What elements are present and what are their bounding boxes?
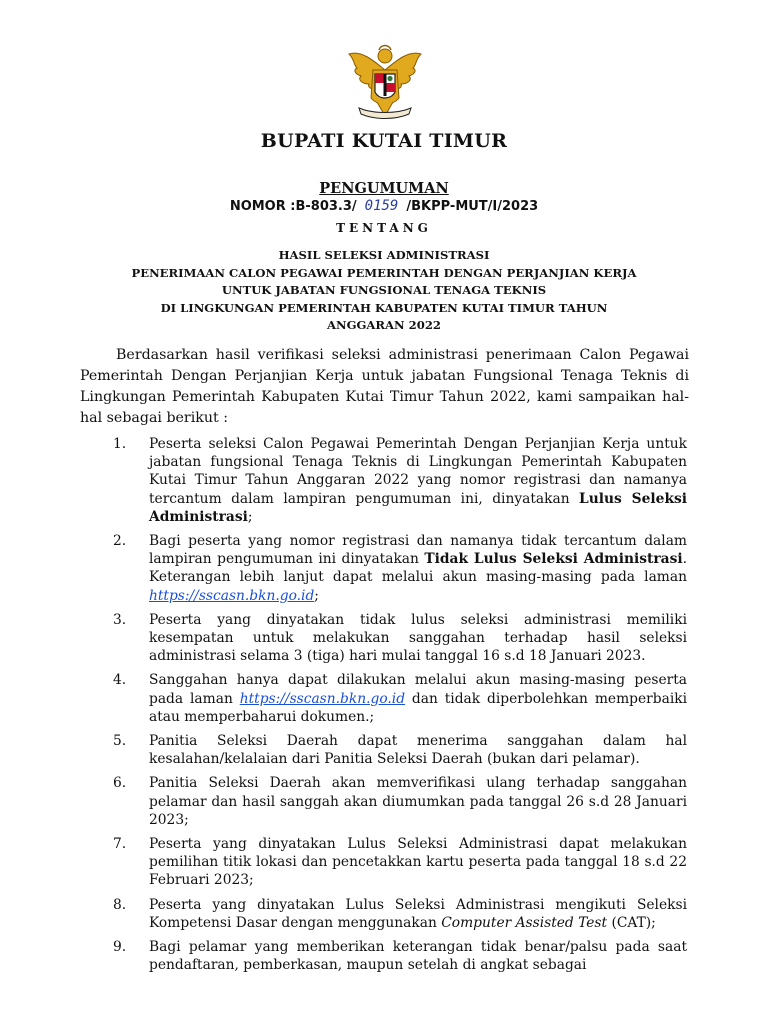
item-text: Sanggahan hanya dapat dilakukan melalui akun masing-masing peserta pada laman — [149, 672, 687, 707]
item-text: Peserta yang dinyatakan Lulus Seleksi Administrasi mengikuti Seleksi Kompetensi Dasar dengan menggunakan — [149, 896, 687, 931]
tentang-heading: TENTANG — [336, 221, 432, 235]
item-text: Bagi pelamar yang memberikan keterangan tidak benar/palsu pada saat pendaftaran, pemberkasan, maupun setelah di angkat sebagai — [149, 939, 687, 974]
item-number: 8. — [113, 896, 127, 913]
item-number: 4. — [113, 672, 127, 689]
item-italic: Computer Assisted Test — [441, 914, 608, 931]
item-text: ; — [247, 508, 253, 525]
item-text: Panitia Seleksi Daerah dapat menerima sanggahan dalam hal kesalahan/kelalaian dari Panitia Seleksi Daerah (bukan dari pelamar). — [149, 733, 687, 768]
item-number: 5. — [113, 733, 127, 750]
intro-paragraph: Berdasarkan hasil verifikasi seleksi administrasi penerimaan Calon Pegawai Pemerintah Dengan Perjanjian Kerja untuk jabatan Fungsional Tenaga Teknis di Lingkungan Pemerintah Kabupaten Kutai Timur Tahun 2022, kami sampaikan hal-hal sebagai berikut : — [80, 347, 689, 426]
sscasn-link[interactable]: https://sscasn.bkn.go.id — [239, 690, 406, 707]
item-emphasis: Lulus Seleksi Administrasi — [149, 490, 688, 525]
announcement-list — [113, 435, 687, 980]
nomor-handwritten: 0159 — [364, 198, 399, 214]
list-item — [113, 732, 687, 768]
item-text: (CAT); — [607, 914, 656, 931]
list-item — [113, 671, 687, 726]
list-item — [113, 896, 687, 932]
item-number: 7. — [113, 836, 127, 853]
list-item — [113, 611, 687, 666]
garuda-emblem-icon — [343, 40, 427, 122]
document-number — [0, 198, 768, 214]
item-emphasis: Tidak Lulus Seleksi Administrasi — [424, 551, 683, 568]
announcement-heading: PENGUMUMAN — [319, 180, 449, 197]
subject-line: ANGGARAN 2022 — [327, 318, 441, 332]
list-item — [113, 774, 687, 829]
item-number: 9. — [113, 939, 127, 956]
item-number: 2. — [113, 533, 127, 550]
subject-block — [0, 247, 768, 335]
sscasn-link[interactable]: https://sscasn.bkn.go.id — [149, 587, 315, 604]
item-number: 1. — [113, 436, 127, 452]
list-item — [113, 435, 687, 526]
subject-line: DI LINGKUNGAN PEMERINTAH KABUPATEN KUTAI TIMUR TAHUN — [160, 300, 608, 315]
subject-line: UNTUK JABATAN FUNGSIONAL TENAGA TEKNIS — [221, 283, 547, 297]
item-number: 3. — [113, 611, 127, 628]
list-item — [113, 938, 687, 974]
nomor-suffix: /BKPP-MUT/I/2023 — [406, 199, 539, 214]
subject-line: PENERIMAAN CALON PEGAWAI PEMERINTAH DENGAN PERJANJIAN KERJA — [131, 265, 637, 280]
item-text: Peserta yang dinyatakan tidak lulus seleksi administrasi memiliki kesempatan untuk melakukan sanggahan terhadap hasil seleksi administrasi selama 3 (tiga) hari mulai tanggal 16 s.d 18 Januari 2023. — [149, 611, 687, 665]
list-item — [113, 532, 687, 605]
nomor-prefix: NOMOR :B-803.3/ — [229, 199, 357, 214]
document-title: BUPATI KUTAI TIMUR — [260, 130, 508, 152]
item-text: dan tidak diperbolehkan memperbaiki atau memperbaharui dokumen.; — [149, 690, 687, 725]
item-text: Bagi peserta yang nomor registrasi dan namanya tidak tercantum dalam lampiran pengumuman ini dinyatakan — [149, 533, 687, 568]
list-item — [113, 835, 687, 890]
item-text: . Keterangan lebih lanjut dapat melalui akun masing-masing pada laman — [149, 551, 687, 586]
item-text: ; — [314, 587, 319, 604]
item-number: 6. — [113, 775, 127, 792]
item-text: Peserta yang dinyatakan Lulus Seleksi Administrasi dapat melakukan pemilihan titik lokasi dan pencetakkan kartu peserta pada tanggal 18 s.d 22 Februari 2023; — [149, 836, 687, 889]
item-text: Peserta seleksi Calon Pegawai Pemerintah Dengan Perjanjian Kerja untuk jabatan fungsional Tenaga Teknis di Lingkungan Pemerintah Kabupaten Kutai Timur Tahun Anggaran 2022 yang nomor registrasi dan namanya tercantum dalam lampiran pengumuman ini, dinyatakan — [149, 436, 687, 507]
item-text: Panitia Seleksi Daerah akan memverifikasi ulang terhadap sanggahan pelamar dan hasil sanggah akan diumumkan pada tanggal 26 s.d 28 Januari 2023; — [149, 775, 687, 828]
subject-line: HASIL SELEKSI ADMINISTRASI — [278, 248, 490, 262]
